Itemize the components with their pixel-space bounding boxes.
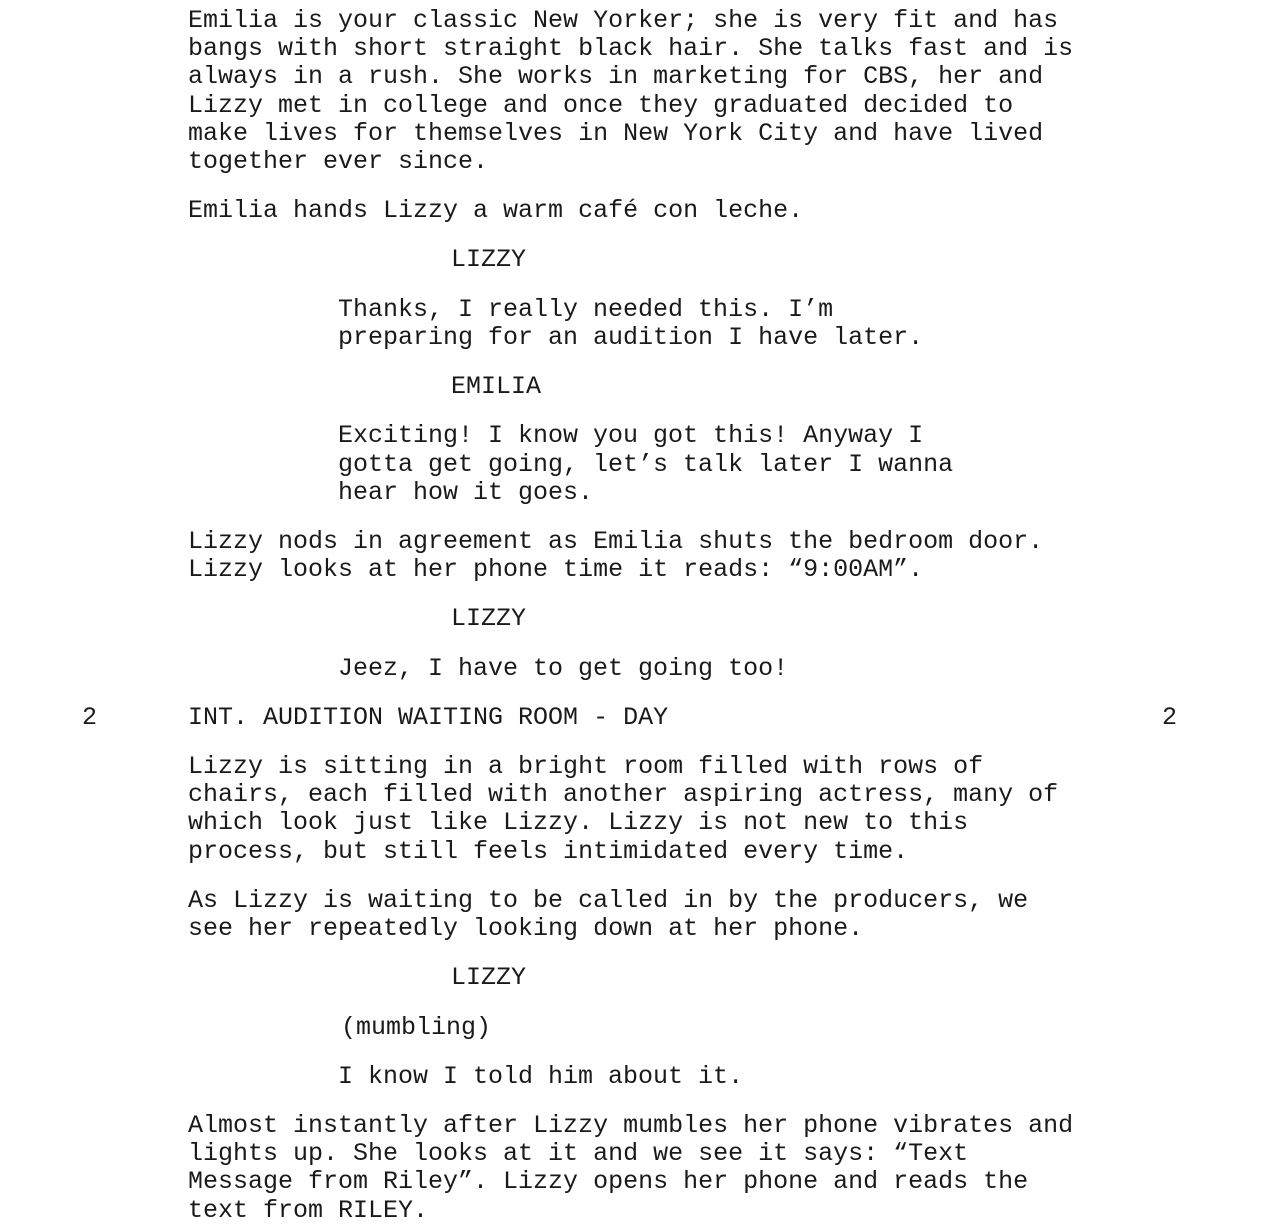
action-line: always in a rush. She works in marketing for CBS, her and xyxy=(188,62,1044,91)
action-line: Emilia hands Lizzy a warm café con leche. xyxy=(188,196,804,225)
scene-number-left: 2 xyxy=(82,703,98,732)
action-line: chairs, each filled with another aspiring actress, many of xyxy=(188,780,1059,809)
dialogue-line: I know I told him about it. xyxy=(338,1062,744,1091)
scene-number-right: 2 xyxy=(1162,703,1178,732)
action-line: Message from Riley”. Lizzy opens her phone and reads the xyxy=(188,1167,1029,1196)
character-name: LIZZY xyxy=(451,604,527,633)
action-line: Lizzy looks at her phone time it reads: “9:00AM”. xyxy=(188,555,924,584)
action-line: bangs with short straight black hair. She talks fast and is xyxy=(188,34,1074,63)
action-line: Lizzy met in college and once they graduated decided to xyxy=(188,91,1014,120)
dialogue-line: hear how it goes. xyxy=(338,478,594,507)
action-line: Lizzy is sitting in a bright room filled with rows of xyxy=(188,752,984,781)
action-line: Emilia is your classic New Yorker; she is very fit and has xyxy=(188,6,1059,35)
character-name: LIZZY xyxy=(451,963,527,992)
action-line: together ever since. xyxy=(188,147,489,176)
character-name: LIZZY xyxy=(451,245,527,274)
action-line: which look just like Lizzy. Lizzy is not new to this xyxy=(188,808,969,837)
action-line: see her repeatedly looking down at her phone. xyxy=(188,914,864,943)
dialogue-line: Thanks, I really needed this. I’m xyxy=(338,295,834,324)
action-line: Almost instantly after Lizzy mumbles her phone vibrates and xyxy=(188,1111,1074,1140)
dialogue-line: Exciting! I know you got this! Anyway I xyxy=(338,421,924,450)
action-line: text from RILEY. xyxy=(188,1196,429,1225)
dialogue-line: preparing for an audition I have later. xyxy=(338,323,924,352)
scene-heading: INT. AUDITION WAITING ROOM - DAY xyxy=(188,703,669,732)
action-line: Lizzy nods in agreement as Emilia shuts the bedroom door. xyxy=(188,527,1044,556)
dialogue-line: Jeez, I have to get going too! xyxy=(338,654,789,683)
action-line: lights up. She looks at it and we see it says: “Text xyxy=(188,1139,969,1168)
parenthetical: (mumbling) xyxy=(341,1013,492,1042)
dialogue-line: gotta get going, let’s talk later I wanna xyxy=(338,450,954,479)
action-line: make lives for themselves in New York City and have lived xyxy=(188,119,1044,148)
action-line: process, but still feels intimidated every time. xyxy=(188,837,909,866)
character-name: EMILIA xyxy=(451,372,542,401)
action-line: As Lizzy is waiting to be called in by the producers, we xyxy=(188,886,1029,915)
